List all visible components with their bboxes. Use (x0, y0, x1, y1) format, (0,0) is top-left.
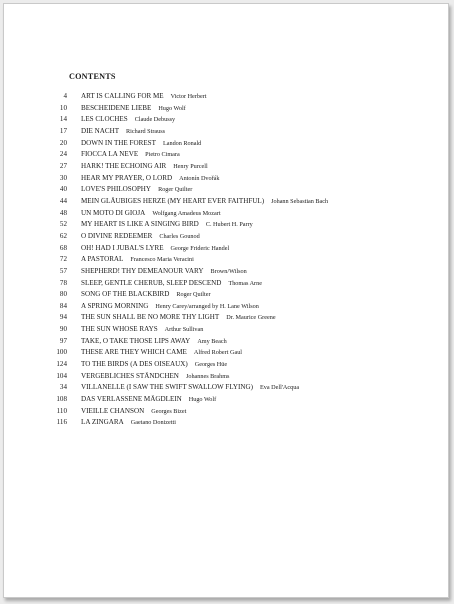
entry-composer: Hugo Wolf (188, 396, 217, 404)
contents-entry (44, 91, 444, 103)
entry-page-number: 24 (59, 150, 67, 159)
entry-composer: Francesco Maria Veracini (130, 256, 194, 264)
entry-page-number: 30 (59, 173, 67, 182)
entry-composer: C. Hubert H. Parry (205, 221, 253, 229)
entry-song-title: DAS VERLASSENE MÄGDLEIN (81, 395, 182, 404)
entry-composer: Roger Quilter (176, 291, 211, 299)
entry-composer: Antonín Dvořák (179, 174, 220, 182)
entry-composer: Alfred Robert Gaul (193, 349, 243, 357)
entry-song-title: DIE NACHT (81, 126, 120, 135)
contents-entry (44, 266, 444, 278)
entry-song-title: SONG OF THE BLACKBIRD (81, 290, 170, 299)
entry-page-number: 57 (59, 266, 67, 275)
entry-song-title: UN MOTO DI GIOJA (81, 208, 146, 217)
entry-page-number: 17 (59, 126, 67, 135)
entry-page-number: 94 (59, 313, 67, 322)
entry-page-number: 48 (59, 208, 67, 217)
entry-song-title: THE SUN WHOSE RAYS (81, 325, 158, 334)
entry-composer: Arthur Sullivan (164, 326, 204, 334)
entry-composer: Georges Hüe (194, 361, 228, 369)
contents-entry (44, 254, 444, 266)
entry-composer: Thomas Arne (228, 279, 262, 287)
contents-entry (44, 324, 444, 336)
entry-composer: Roger Quilter (158, 186, 193, 194)
contents-entry (44, 406, 444, 418)
entry-composer: Landon Ronald (162, 139, 202, 147)
contents-entry (44, 161, 444, 173)
entry-page-number: 72 (59, 255, 67, 264)
entry-song-title: LA ZINGARA (81, 418, 124, 427)
contents-heading: CONTENTS (69, 72, 116, 81)
entry-composer: Amy Beach (197, 337, 227, 345)
entry-page-number: 108 (56, 395, 67, 404)
entry-composer: Johann Sebastian Bach (271, 197, 329, 205)
entry-composer: Dr. Maurice Greene (226, 314, 276, 322)
entry-composer: Henry Purcell (173, 162, 208, 170)
contents-list (44, 91, 444, 429)
contents-entry (44, 243, 444, 255)
contents-entry (44, 394, 444, 406)
contents-entry (44, 173, 444, 185)
entry-page-number: 20 (59, 138, 67, 147)
contents-entry (44, 196, 444, 208)
contents-entry (44, 382, 444, 394)
contents-entry (44, 149, 444, 161)
contents-entry (44, 114, 444, 126)
contents-entry (44, 103, 444, 115)
entry-page-number: 116 (56, 418, 67, 427)
entry-song-title: SHEPHERD! THY DEMEANOUR VARY (81, 266, 204, 275)
entry-page-number: 4 (63, 92, 67, 100)
entry-song-title: LES CLOCHES (81, 115, 128, 124)
entry-composer: Charles Gounod (159, 232, 200, 240)
entry-page-number: 110 (56, 406, 67, 415)
document-page (3, 3, 449, 598)
entry-page-number: 80 (59, 290, 67, 299)
entry-composer: Johannes Brahms (185, 372, 230, 380)
contents-entry (44, 138, 444, 150)
contents-entry (44, 359, 444, 371)
entry-song-title: ART IS CALLING FOR ME (81, 92, 164, 100)
entry-composer: Gaetano Donizetti (130, 419, 176, 427)
entry-song-title: MEIN GLÄUBIGES HERZE (MY HEART EVER FAITHFUL) (81, 196, 265, 205)
entry-song-title: FIOCCA LA NEVE (81, 150, 139, 159)
entry-page-number: 27 (59, 161, 67, 170)
entry-composer: Richard Strauss (126, 127, 166, 135)
entry-song-title: THESE ARE THEY WHICH CAME (81, 348, 187, 357)
entry-page-number: 34 (59, 383, 67, 392)
entry-song-title: A PASTORAL (81, 255, 124, 264)
entry-page-number: 104 (56, 371, 67, 380)
entry-song-title: LOVE'S PHILOSOPHY (81, 185, 152, 194)
entry-composer: Henry Carey/arranged by H. Lane Wilson (155, 302, 259, 310)
entry-page-number: 90 (59, 325, 67, 334)
entry-song-title: HARK! THE ECHOING AIR (81, 161, 167, 170)
entry-page-number: 68 (59, 243, 67, 252)
contents-entry (44, 312, 444, 324)
entry-song-title: BESCHEIDENE LIEBE (81, 103, 152, 112)
entry-page-number: 78 (59, 278, 67, 287)
entry-composer: Pietro Cimara (145, 151, 180, 159)
entry-song-title: O DIVINE REDEEMER (81, 231, 153, 240)
entry-song-title: VIEILLE CHANSON (81, 406, 145, 415)
entry-song-title: SLEEP, GENTLE CHERUB, SLEEP DESCEND (81, 278, 222, 287)
entry-composer: Wolfgang Amadeus Mozart (152, 209, 221, 217)
entry-composer: Brown/Wilson (210, 267, 247, 275)
entry-page-number: 62 (59, 231, 67, 240)
entry-song-title: MY HEART IS LIKE A SINGING BIRD (81, 220, 199, 229)
entry-composer: Victor Herbert (170, 93, 207, 100)
contents-entry (44, 289, 444, 301)
contents-entry (44, 278, 444, 290)
contents-entry (44, 231, 444, 243)
contents-entry (44, 347, 444, 359)
entry-song-title: VILLANELLE (I SAW THE SWIFT SWALLOW FLYING) (81, 383, 253, 392)
contents-entry (44, 208, 444, 220)
entry-song-title: VERGEBLICHES STÄNDCHEN (81, 371, 179, 380)
contents-entry (44, 336, 444, 348)
entry-song-title: TO THE BIRDS (A DES OISEAUX) (81, 360, 188, 369)
entry-song-title: THE SUN SHALL BE NO MORE THY LIGHT (81, 313, 220, 322)
entry-page-number: 97 (59, 336, 67, 345)
entry-composer: Hugo Wolf (158, 104, 186, 112)
entry-page-number: 14 (59, 115, 67, 124)
entry-song-title: A SPRING MORNING (81, 301, 149, 310)
entry-composer: Claude Debussy (134, 116, 176, 124)
entry-song-title: TAKE, O TAKE THOSE LIPS AWAY (81, 336, 191, 345)
entry-page-number: 100 (56, 348, 67, 357)
entry-song-title: OH! HAD I JUBAL'S LYRE (81, 243, 164, 252)
entry-page-number: 124 (56, 360, 67, 369)
entry-song-title: HEAR MY PRAYER, O LORD (81, 173, 173, 182)
entry-page-number: 10 (59, 103, 67, 112)
entry-composer: Eva Dell'Acqua (259, 384, 300, 392)
contents-entry (44, 417, 444, 429)
entry-page-number: 44 (59, 196, 67, 205)
entry-composer: George Frideric Handel (170, 244, 230, 252)
contents-entry (44, 184, 444, 196)
entry-composer: Georges Bizet (151, 407, 187, 415)
entry-song-title: DOWN IN THE FOREST (81, 138, 156, 147)
entry-page-number: 40 (59, 185, 67, 194)
contents-entry (44, 301, 444, 313)
contents-entry (44, 219, 444, 231)
contents-entry (44, 371, 444, 383)
entry-page-number: 52 (59, 220, 67, 229)
contents-entry (44, 126, 444, 138)
entry-page-number: 84 (59, 301, 67, 310)
